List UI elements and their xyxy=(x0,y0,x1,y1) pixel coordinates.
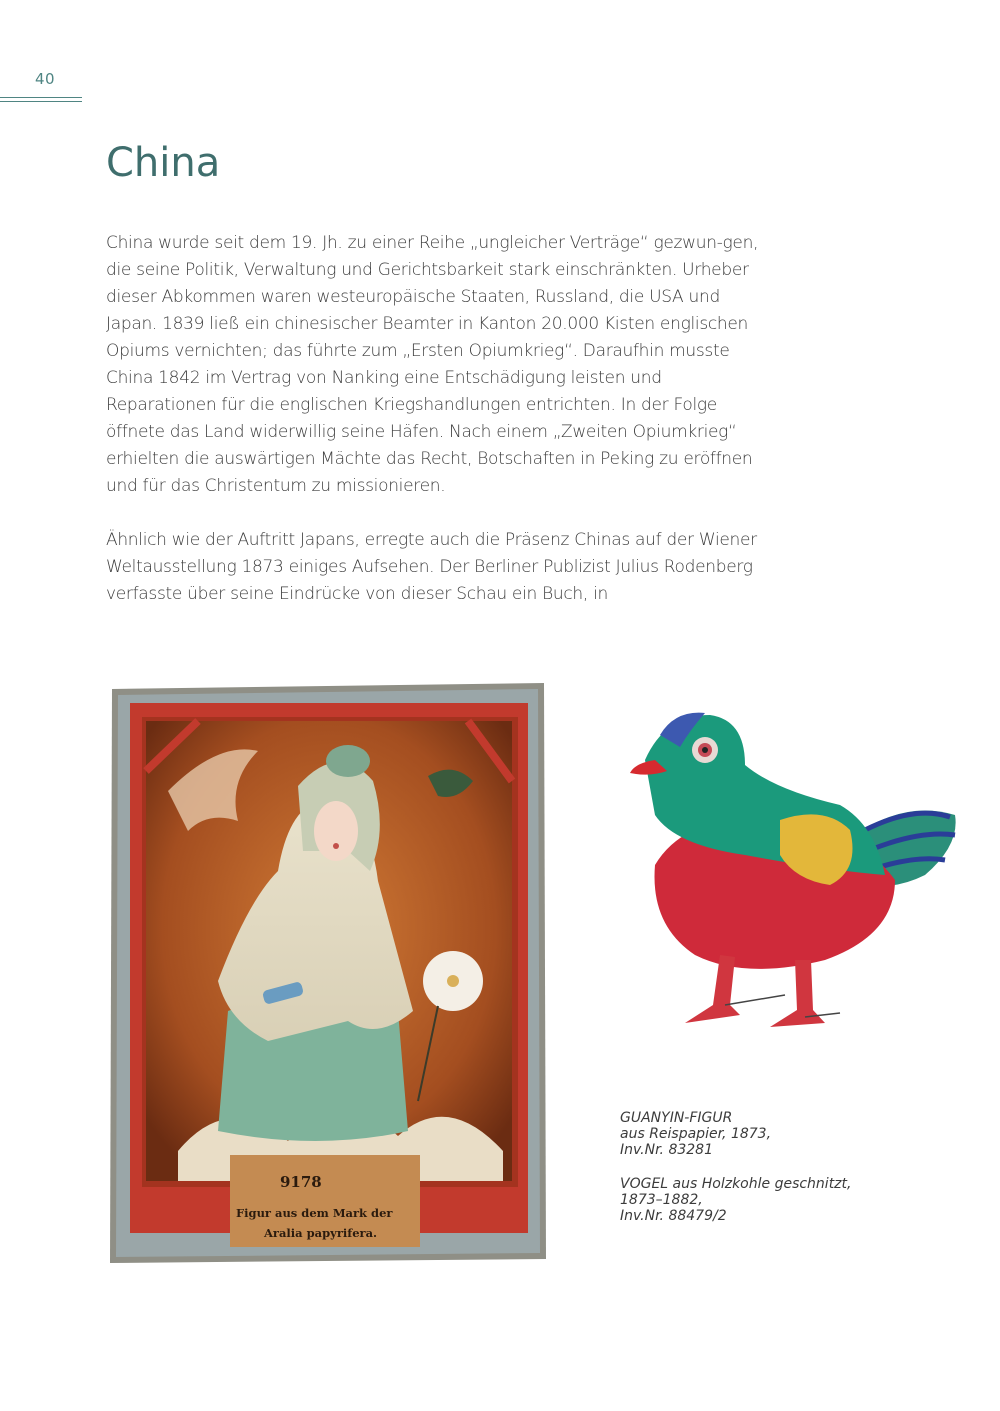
guanyin-figure-image xyxy=(108,681,548,1264)
caption-guanyin-line1: GUANYIN-FIGUR xyxy=(620,1110,733,1126)
paragraph-2: Ähnlich wie der Auftritt Japans, erregte auch die Präsenz Chinas auf der Wiener Weltausstellung 1873 einiges Aufsehen. Der Berliner Publizist Julius Rodenberg verfasste über seine Eindrücke von dieser Schau ein Buch, in xyxy=(106,530,757,604)
captions xyxy=(620,1110,920,1242)
caption-bird-line2: 1873–1882, xyxy=(620,1192,703,1208)
page-title: China xyxy=(106,140,221,186)
caption-guanyin xyxy=(620,1110,920,1158)
caption-guanyin-line3: Inv.Nr. 83281 xyxy=(620,1142,713,1158)
caption-bird-line3: Inv.Nr. 88479/2 xyxy=(620,1208,727,1224)
guanyin-label-line2: Aralia papyrifera. xyxy=(264,1226,378,1240)
body-text xyxy=(106,230,766,635)
caption-guanyin-line2: aus Reispapier, 1873, xyxy=(620,1126,772,1142)
caption-bird-line1: VOGEL aus Holzkohle geschnitzt, xyxy=(620,1176,852,1192)
paragraph-1: China wurde seit dem 19. Jh. zu einer Reihe „ungleicher Verträge“ gezwun-gen, die seine Politik, Verwaltung und Gerichtsbarkeit stark einschränkten. Urheber dieser Abkommen waren westeuropäische Staaten, Russland, die USA und Japan. 1839 ließ ein chinesischer Beamter in Kanton 20.000 Kisten englischen Opiums vernichten; das führte zum „Ersten Opiumkrieg“. Daraufhin musste China 1842 im Vertrag von Nanking eine Entschädigung leisten und Reparationen für die englischen Kriegshandlungen entrichten. In der Folge öffnete das Land widerwillig seine Häfen. Nach einem „Zweiten Opiumkrieg“ erhielten die auswärtigen Mächte das Recht, Botschaften in Peking zu eröffnen und für das Christentum zu missionieren. xyxy=(106,233,759,496)
page-number: 40 xyxy=(35,70,56,88)
bird-figure-image xyxy=(625,705,965,1045)
caption-bird xyxy=(620,1176,920,1224)
header-rule xyxy=(0,97,82,102)
guanyin-label-line1: Figur aus dem Mark der xyxy=(236,1206,393,1220)
guanyin-label-number: 9178 xyxy=(280,1173,322,1191)
